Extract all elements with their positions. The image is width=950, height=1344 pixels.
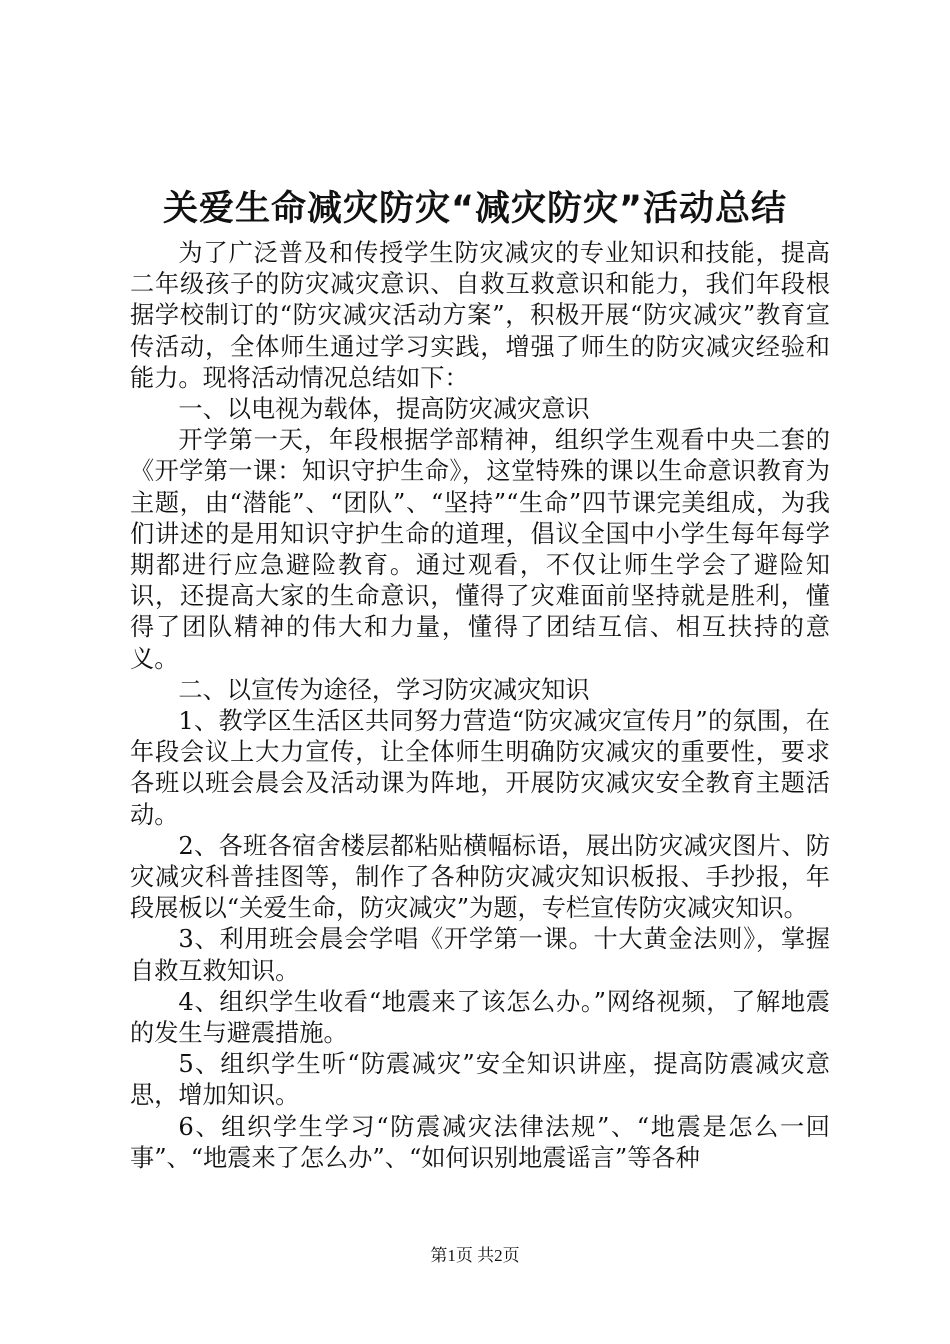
list-item: 3、利用班会晨会学唱《开学第一课。十大黄金法则》，掌握自救互救知识。 — [130, 925, 830, 985]
list-item: 2、各班各宿舍楼层都粘贴横幅标语，展出防灾减灾图片、防灾减灾科普挂图等，制作了各种防灾减灾知识板报、手抄报，年段展板以“关爱生命，防灾减灾”为题，专栏宣传防灾减灾知识。 — [130, 831, 830, 923]
list-item: 1、教学区生活区共同努力营造“防灾减灾宣传月”的氛围，在年段会议上大力宣传，让全体师生明确防灾减灾的重要性，要求各班以班会晨会及活动课为阵地，开展防灾减灾安全教育主题活动。 — [130, 707, 830, 829]
list-item: 5、组织学生听“防震减灾”安全知识讲座，提高防震减灾意思，增加知识。 — [130, 1050, 830, 1110]
page-number-footer: 第1页 共2页 — [430, 1246, 520, 1265]
list-item: 4、组织学生收看“地震来了该怎么办。”网络视频，了解地震的发生与避震措施。 — [130, 987, 830, 1048]
section-1-paragraph: 开学第一天，年段根据学部精神，组织学生观看中央二套的《开学第一课：知识守护生命》，这堂特殊的课以生命意识教育为主题，由“潜能”、“团队”、“坚持”“生命”四节课完美组成，为我们讲述的是用知识守护生命的道理，倡议全国中小学生每年每学期都进行应急避险教育。通过观看，不仅让师生学会了避险知识，还提高大家的生命意识，懂得了灾难面前坚持就是胜利，懂得了团队精神的伟大和力量，懂得了团结互信、相互扶持的意义。 — [130, 426, 830, 673]
document-body — [130, 238, 830, 1174]
section-1-heading: 一、以电视为载体，提高防灾减灾意识 — [178, 395, 590, 424]
intro-paragraph: 为了广泛普及和传授学生防灾减灾的专业知识和技能，提高二年级孩子的防灾减灾意识、自救互救意识和能力，我们年段根据学校制订的“防灾减灾活动方案”，积极开展“防灾减灾”教育宣传活动，全体师生通过学习实践，增强了师生的防灾减灾经验和能力。现将活动情况总结如下： — [130, 239, 830, 392]
section-2-heading: 二、以宣传为途径，学习防灾减灾知识 — [178, 675, 590, 704]
list-item: 6、组织学生学习“防震减灾法律法规”、“地震是怎么一回事”、“地震来了怎么办”、“如何识别地震谣言”等各种 — [130, 1112, 830, 1172]
document-title: 关爱生命减灾防灾“减灾防灾”活动总结 — [162, 189, 787, 229]
